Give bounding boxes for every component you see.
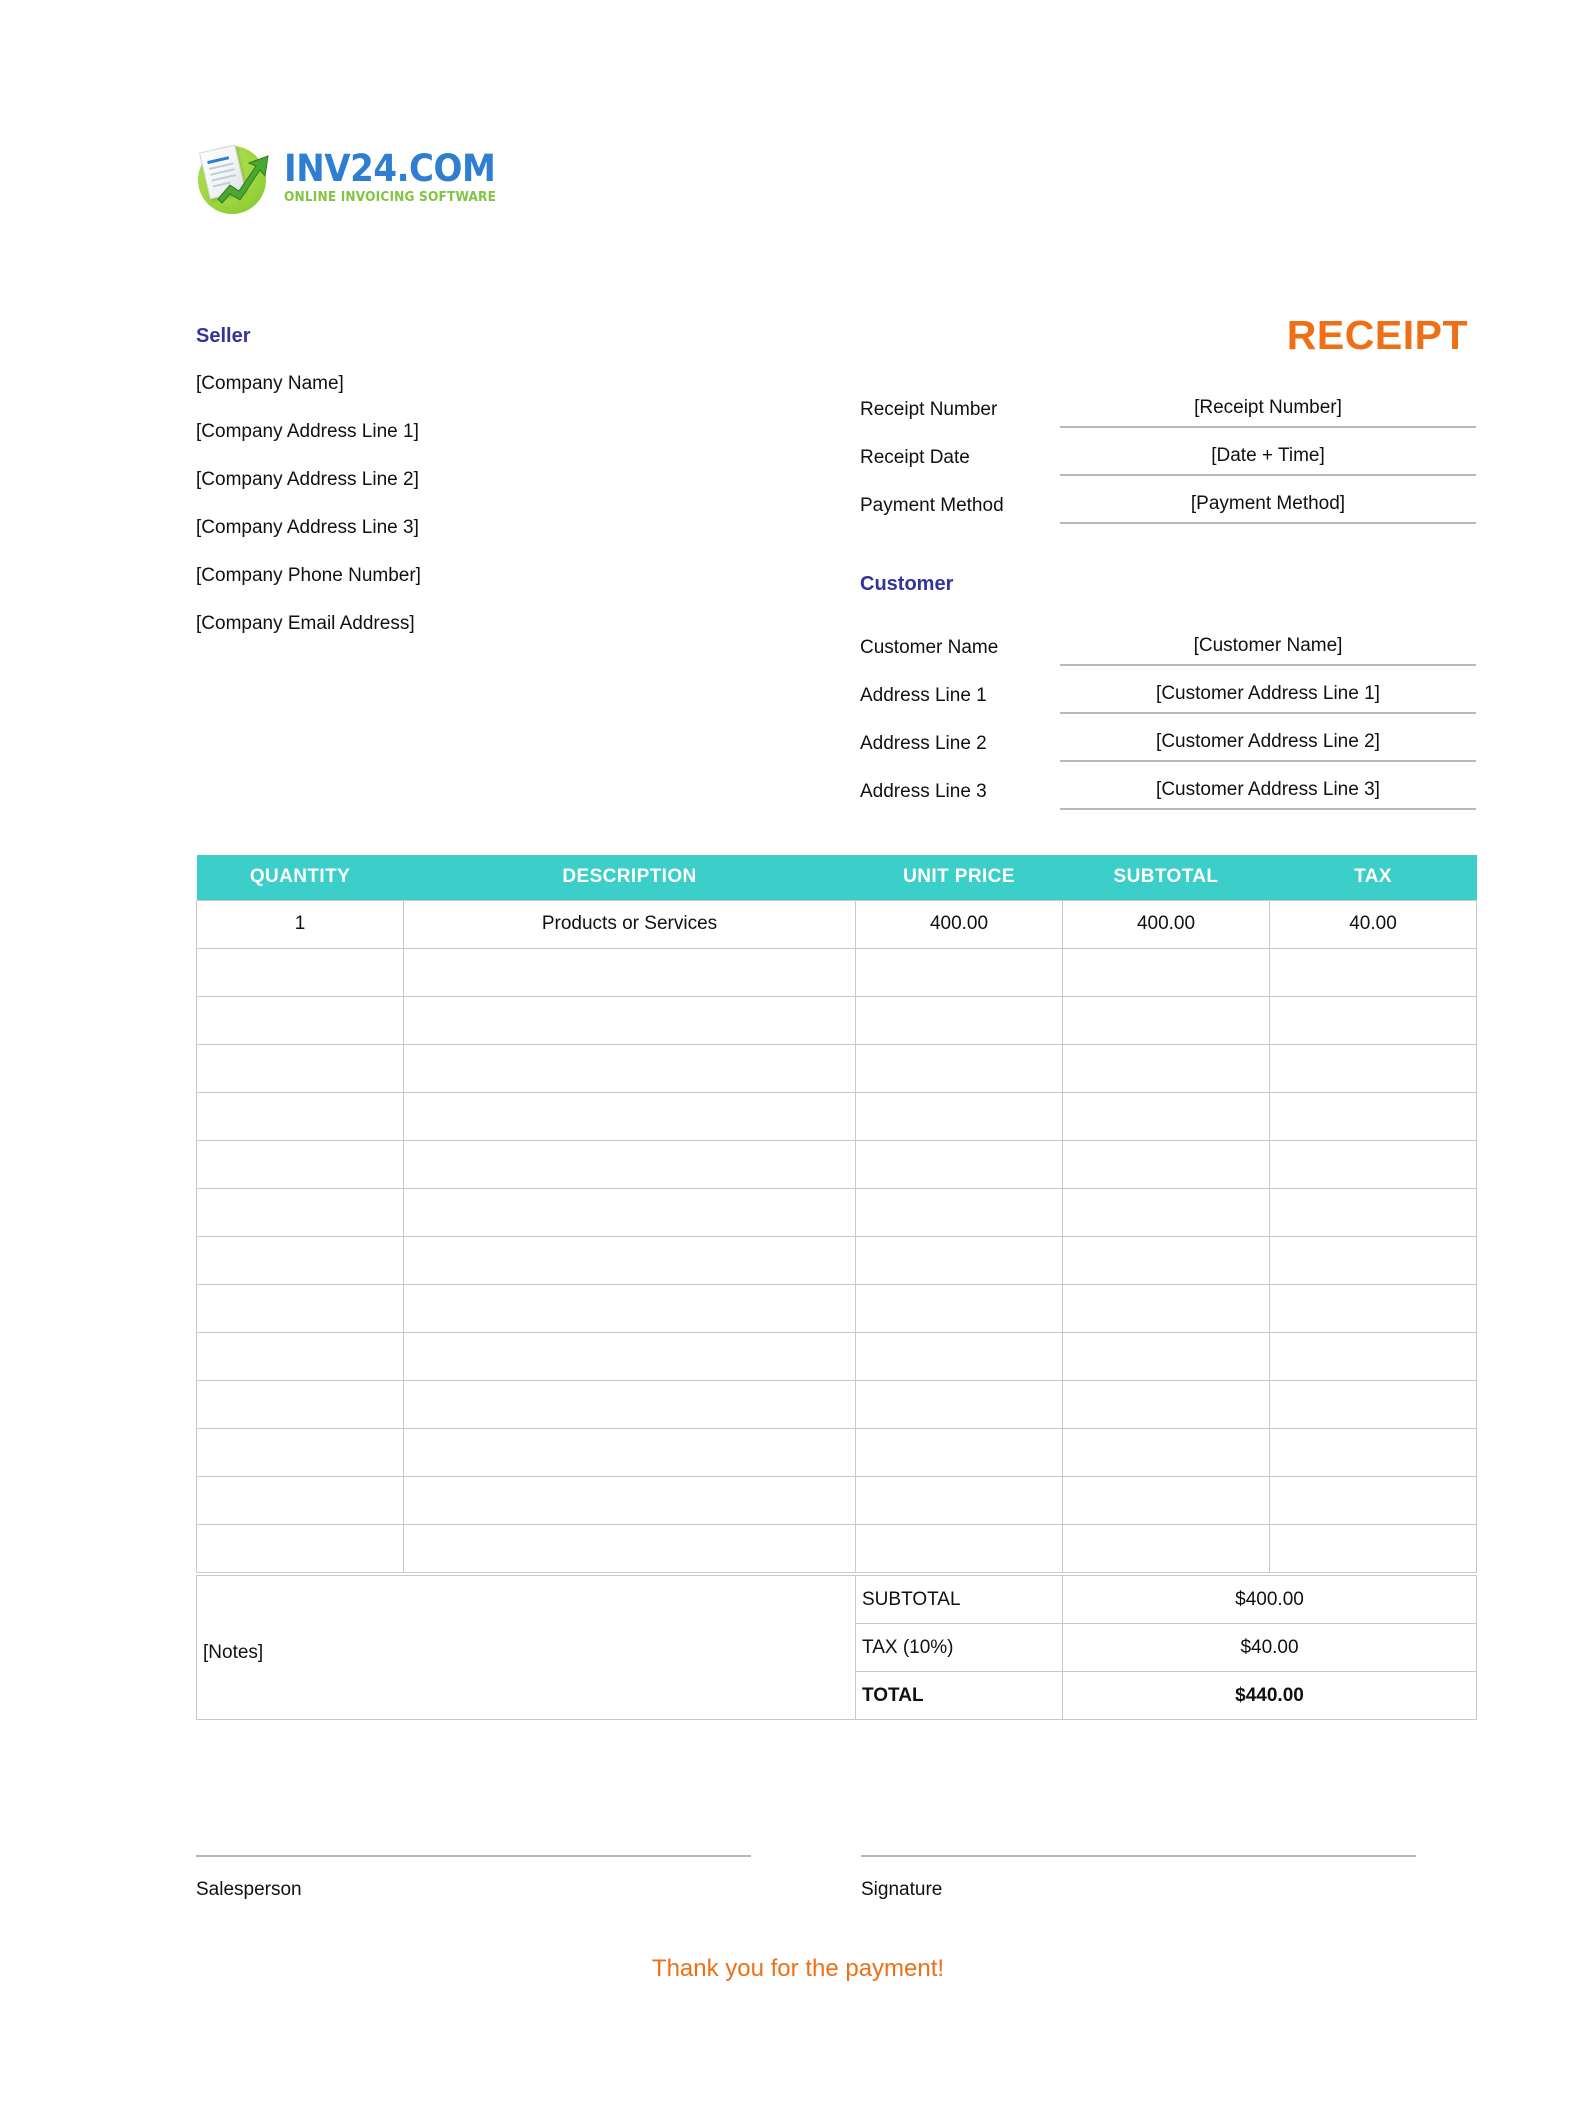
cell-tax[interactable]: [1270, 1236, 1477, 1284]
column-header-subtotal: SUBTOTAL: [1063, 855, 1270, 900]
cell-quantity[interactable]: [197, 1380, 404, 1428]
cell-subtotal[interactable]: [1063, 1380, 1270, 1428]
table-row: [197, 1524, 1477, 1572]
customer-name-row: [860, 618, 1476, 666]
customer-address-2-field[interactable]: [Customer Address Line 2]: [1060, 731, 1476, 762]
receipt-date-row: [860, 428, 1476, 476]
cell-description[interactable]: [404, 1188, 856, 1236]
signature-line[interactable]: [861, 1855, 1416, 1857]
cell-description[interactable]: [404, 1380, 856, 1428]
line-items-body: [197, 900, 1477, 1572]
table-row: [197, 996, 1477, 1044]
brand-logo: [196, 138, 520, 216]
table-row: [197, 1380, 1477, 1428]
cell-tax[interactable]: [1270, 1188, 1477, 1236]
customer-address-2-label: Address Line 2: [860, 733, 987, 754]
cell-unit-price[interactable]: [856, 1332, 1063, 1380]
cell-tax[interactable]: [1270, 1284, 1477, 1332]
cell-unit-price[interactable]: [856, 1284, 1063, 1332]
cell-unit-price[interactable]: [856, 1428, 1063, 1476]
seller-section: [196, 325, 796, 661]
seller-company-name: [Company Name]: [196, 373, 344, 394]
payment-method-field[interactable]: [Payment Method]: [1060, 493, 1476, 524]
cell-quantity[interactable]: [197, 1236, 404, 1284]
cell-unit-price[interactable]: [856, 1380, 1063, 1428]
column-header-tax: TAX: [1270, 855, 1477, 900]
cell-tax[interactable]: [1270, 1140, 1477, 1188]
cell-subtotal[interactable]: 400.00: [1063, 900, 1270, 948]
receipt-info-section: [860, 380, 1476, 524]
cell-unit-price[interactable]: [856, 1092, 1063, 1140]
cell-description[interactable]: Products or Services: [404, 900, 856, 948]
cell-quantity[interactable]: [197, 1188, 404, 1236]
cell-quantity[interactable]: [197, 1092, 404, 1140]
invoice-document-growth-arrow-icon: [196, 138, 274, 216]
table-row: [197, 1576, 1477, 1624]
payment-method-row: [860, 476, 1476, 524]
seller-heading: Seller: [196, 325, 251, 347]
customer-address-2-row: [860, 714, 1476, 762]
receipt-number-row: [860, 380, 1476, 428]
total-value: $440.00: [1063, 1672, 1477, 1720]
line-items-table: [196, 855, 1477, 1573]
cell-description[interactable]: [404, 1428, 856, 1476]
cell-subtotal[interactable]: [1063, 948, 1270, 996]
salesperson-block: [196, 1855, 751, 1901]
cell-tax[interactable]: [1270, 1476, 1477, 1524]
page-title: RECEIPT: [1286, 312, 1468, 358]
brand-tagline: ONLINE INVOICING SOFTWARE: [284, 188, 497, 205]
column-header-unit-price: UNIT PRICE: [856, 855, 1063, 900]
cell-unit-price[interactable]: 400.00: [856, 900, 1063, 948]
tax-value: $40.00: [1063, 1624, 1477, 1672]
seller-email-address: [Company Email Address]: [196, 613, 415, 634]
seller-address-line-1: [Company Address Line 1]: [196, 421, 419, 442]
signature-label: Signature: [861, 1879, 943, 1900]
cell-subtotal[interactable]: [1063, 1236, 1270, 1284]
cell-description[interactable]: [404, 1284, 856, 1332]
cell-quantity[interactable]: [197, 996, 404, 1044]
cell-description[interactable]: [404, 1236, 856, 1284]
receipt-number-label: Receipt Number: [860, 399, 998, 420]
cell-tax[interactable]: [1270, 1524, 1477, 1572]
table-row: [197, 1188, 1477, 1236]
cell-subtotal[interactable]: [1063, 1332, 1270, 1380]
table-row: [197, 1044, 1477, 1092]
signature-section: [196, 1855, 1476, 1901]
customer-address-1-field[interactable]: [Customer Address Line 1]: [1060, 683, 1476, 714]
cell-unit-price[interactable]: [856, 1188, 1063, 1236]
customer-address-1-row: [860, 666, 1476, 714]
cell-quantity[interactable]: [197, 1044, 404, 1092]
seller-phone-number: [Company Phone Number]: [196, 565, 421, 586]
cell-quantity[interactable]: [197, 1140, 404, 1188]
salesperson-label: Salesperson: [196, 1879, 302, 1900]
customer-section: [860, 573, 1476, 810]
salesperson-signature-line[interactable]: [196, 1855, 751, 1857]
cell-unit-price[interactable]: [856, 1476, 1063, 1524]
cell-description[interactable]: [404, 1476, 856, 1524]
cell-subtotal[interactable]: [1063, 1092, 1270, 1140]
table-row: [197, 1428, 1477, 1476]
seller-address-line-3: [Company Address Line 3]: [196, 517, 419, 538]
cell-subtotal[interactable]: [1063, 1044, 1270, 1092]
subtotal-value: $400.00: [1063, 1576, 1477, 1624]
receipt-number-field[interactable]: [Receipt Number]: [1060, 397, 1476, 428]
cell-description[interactable]: [404, 1140, 856, 1188]
column-header-description: DESCRIPTION: [404, 855, 856, 900]
cell-quantity[interactable]: 1: [197, 900, 404, 948]
cell-description[interactable]: [404, 948, 856, 996]
cell-subtotal[interactable]: [1063, 1284, 1270, 1332]
cell-description[interactable]: [404, 1044, 856, 1092]
cell-unit-price[interactable]: [856, 1140, 1063, 1188]
customer-name-label: Customer Name: [860, 637, 999, 658]
cell-tax[interactable]: [1270, 948, 1477, 996]
cell-subtotal[interactable]: [1063, 1428, 1270, 1476]
customer-address-3-field[interactable]: [Customer Address Line 3]: [1060, 779, 1476, 810]
payment-method-label: Payment Method: [860, 495, 1004, 516]
cell-unit-price[interactable]: [856, 1044, 1063, 1092]
cell-subtotal[interactable]: [1063, 1140, 1270, 1188]
cell-description[interactable]: [404, 1332, 856, 1380]
cell-subtotal[interactable]: [1063, 1188, 1270, 1236]
cell-description[interactable]: [404, 996, 856, 1044]
column-header-quantity: QUANTITY: [197, 855, 404, 900]
cell-quantity[interactable]: [197, 1332, 404, 1380]
cell-unit-price[interactable]: [856, 1524, 1063, 1572]
cell-tax[interactable]: [1270, 1428, 1477, 1476]
table-row: [197, 900, 1477, 948]
cell-quantity[interactable]: [197, 1476, 404, 1524]
cell-tax[interactable]: 40.00: [1270, 900, 1477, 948]
cell-unit-price[interactable]: [856, 996, 1063, 1044]
cell-subtotal[interactable]: [1063, 1476, 1270, 1524]
tax-label: TAX (10%): [856, 1624, 1063, 1672]
cell-subtotal[interactable]: [1063, 1524, 1270, 1572]
table-row: [197, 1236, 1477, 1284]
signature-block: [861, 1855, 1416, 1901]
table-row: [197, 1284, 1477, 1332]
cell-quantity[interactable]: [197, 1428, 404, 1476]
notes-and-totals-table: [196, 1575, 1477, 1720]
cell-tax[interactable]: [1270, 1044, 1477, 1092]
table-row: [197, 948, 1477, 996]
cell-description[interactable]: [404, 1524, 856, 1572]
footer-message: Thank you for the payment!: [651, 1955, 945, 1982]
cell-quantity[interactable]: [197, 1284, 404, 1332]
cell-subtotal[interactable]: [1063, 996, 1270, 1044]
table-row: [197, 1476, 1477, 1524]
cell-unit-price[interactable]: [856, 1236, 1063, 1284]
cell-quantity[interactable]: [197, 1524, 404, 1572]
total-label: TOTAL: [856, 1672, 1063, 1720]
cell-tax[interactable]: [1270, 996, 1477, 1044]
receipt-date-label: Receipt Date: [860, 447, 970, 468]
customer-name-field[interactable]: [Customer Name]: [1060, 635, 1476, 666]
subtotal-label: SUBTOTAL: [856, 1576, 1063, 1624]
brand-wordmark: [284, 146, 520, 205]
cell-tax[interactable]: [1270, 1380, 1477, 1428]
notes-field[interactable]: [Notes]: [197, 1576, 856, 1720]
brand-name: INV24.COM: [284, 146, 496, 190]
seller-address-line-2: [Company Address Line 2]: [196, 469, 419, 490]
receipt-date-field[interactable]: [Date + Time]: [1060, 445, 1476, 476]
table-header-row: [197, 855, 1477, 900]
table-row: [197, 1092, 1477, 1140]
growth-arrow-icon: [216, 152, 270, 204]
cell-tax[interactable]: [1270, 1092, 1477, 1140]
cell-tax[interactable]: [1270, 1332, 1477, 1380]
customer-address-3-label: Address Line 3: [860, 781, 987, 802]
customer-address-1-label: Address Line 1: [860, 685, 987, 706]
cell-unit-price[interactable]: [856, 948, 1063, 996]
customer-heading: Customer: [860, 573, 954, 595]
cell-quantity[interactable]: [197, 948, 404, 996]
table-row: [197, 1140, 1477, 1188]
customer-address-3-row: [860, 762, 1476, 810]
cell-description[interactable]: [404, 1092, 856, 1140]
table-row: [197, 1332, 1477, 1380]
